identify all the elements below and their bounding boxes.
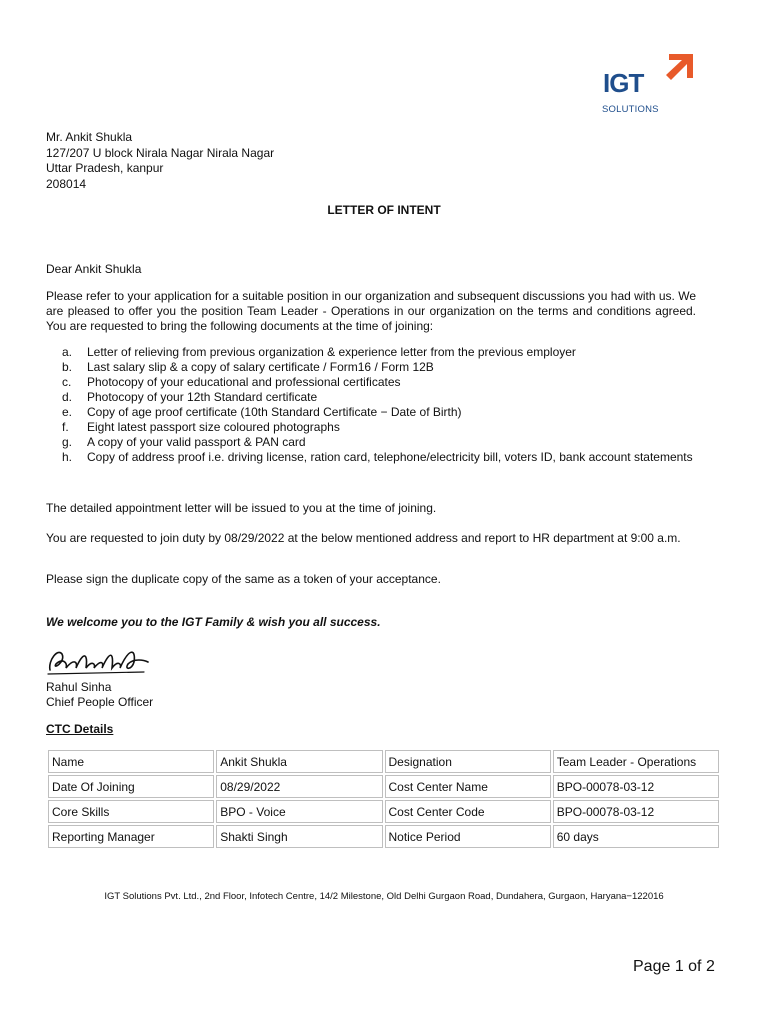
list-item [62,345,696,360]
documents-list [62,345,696,465]
table-row [48,775,719,798]
list-item [62,405,696,420]
signer-block [46,680,153,709]
table-cell: Cost Center Name [385,775,551,798]
list-text: Copy of address proof i.e. driving license, ration card, telephone/electricity bill, voters ID, bank account statements [87,450,693,464]
logo-arrow-icon [663,50,697,80]
list-text: Eight latest passport size coloured photographs [87,420,340,434]
signer-name: Rahul Sinha [46,680,112,694]
table-row [48,750,719,773]
logo-text: IGT [603,68,644,98]
table-cell: Team Leader - Operations [553,750,719,773]
recipient-name: Mr. Ankit Shukla [46,130,133,144]
join-note: You are requested to join duty by 08/29/2022 at the below mentioned address and report to HR department at 9:00 a.m. [46,531,681,545]
list-marker: g. [62,435,73,449]
signer-designation: Chief People Officer [46,694,154,709]
list-item [62,375,696,390]
list-marker: e. [62,405,73,419]
table-row [48,825,719,848]
table-cell: Reporting Manager [48,825,214,848]
list-text: Copy of age proof certificate (10th Standard Certificate − Date of Birth) [87,405,462,419]
table-cell: BPO - Voice [216,800,382,823]
address-pin: 208014 [46,176,87,191]
table-cell: Cost Center Code [385,800,551,823]
list-text: Last salary slip & a copy of salary certificate / Form16 / Form 12B [87,360,434,374]
intro-paragraph: Please refer to your application for a suitable position in our organization and subsequent discussions you had with us. We are pleased to offer you the position Team Leader - Operations in our organization on the terms and conditions agreed. You are requested to bring the following documents at the time of joining: [46,289,696,333]
appointment-note: The detailed appointment letter will be issued to you at the time of joining. [46,501,437,515]
address-line-1: 127/207 U block Nirala Nagar Nirala Nagar [46,145,275,160]
ctc-table [46,748,721,850]
table-cell: Designation [385,750,551,773]
list-marker: a. [62,345,73,359]
salutation: Dear Ankit Shukla [46,262,142,276]
list-marker: d. [62,390,73,404]
signature-image [44,640,154,680]
table-cell: 60 days [553,825,719,848]
page-number: Page 1 of 2 [633,958,715,975]
table-cell: 08/29/2022 [216,775,382,798]
table-row [48,800,719,823]
list-item [62,390,696,405]
ctc-heading: CTC Details [46,722,114,736]
recipient-address [46,130,274,192]
company-logo [600,48,700,120]
table-cell: BPO-00078-03-12 [553,800,719,823]
list-item [62,420,696,435]
list-text: Photocopy of your educational and professional certificates [87,375,401,389]
list-marker: b. [62,360,73,374]
table-cell: Core Skills [48,800,214,823]
list-item [62,435,696,450]
list-marker: f. [62,420,69,434]
table-cell: Notice Period [385,825,551,848]
sign-note: Please sign the duplicate copy of the same as a token of your acceptance. [46,572,441,586]
address-line-2: Uttar Pradesh, kanpur [46,161,164,175]
list-text: Letter of relieving from previous organization & experience letter from the previous employer [87,345,576,359]
list-item [62,450,696,465]
list-text: A copy of your valid passport & PAN card [87,435,306,449]
list-marker: h. [62,450,73,464]
table-cell: Ankit Shukla [216,750,382,773]
letter-title: LETTER OF INTENT [327,203,441,217]
list-text: Photocopy of your 12th Standard certificate [87,390,318,404]
table-cell: BPO-00078-03-12 [553,775,719,798]
list-item [62,360,696,375]
table-cell: Shakti Singh [216,825,382,848]
table-cell: Date Of Joining [48,775,214,798]
welcome-line: We welcome you to the IGT Family & wish you all success. [46,615,381,629]
table-cell: Name [48,750,214,773]
list-marker: c. [62,375,72,389]
logo-subtext: SOLUTIONS [602,104,659,115]
footer-address: IGT Solutions Pvt. Ltd., 2nd Floor, Infotech Centre, 14/2 Milestone, Old Delhi Gurgaon Road, Dundahera, Gurgaon, Haryana−122016 [104,891,664,902]
